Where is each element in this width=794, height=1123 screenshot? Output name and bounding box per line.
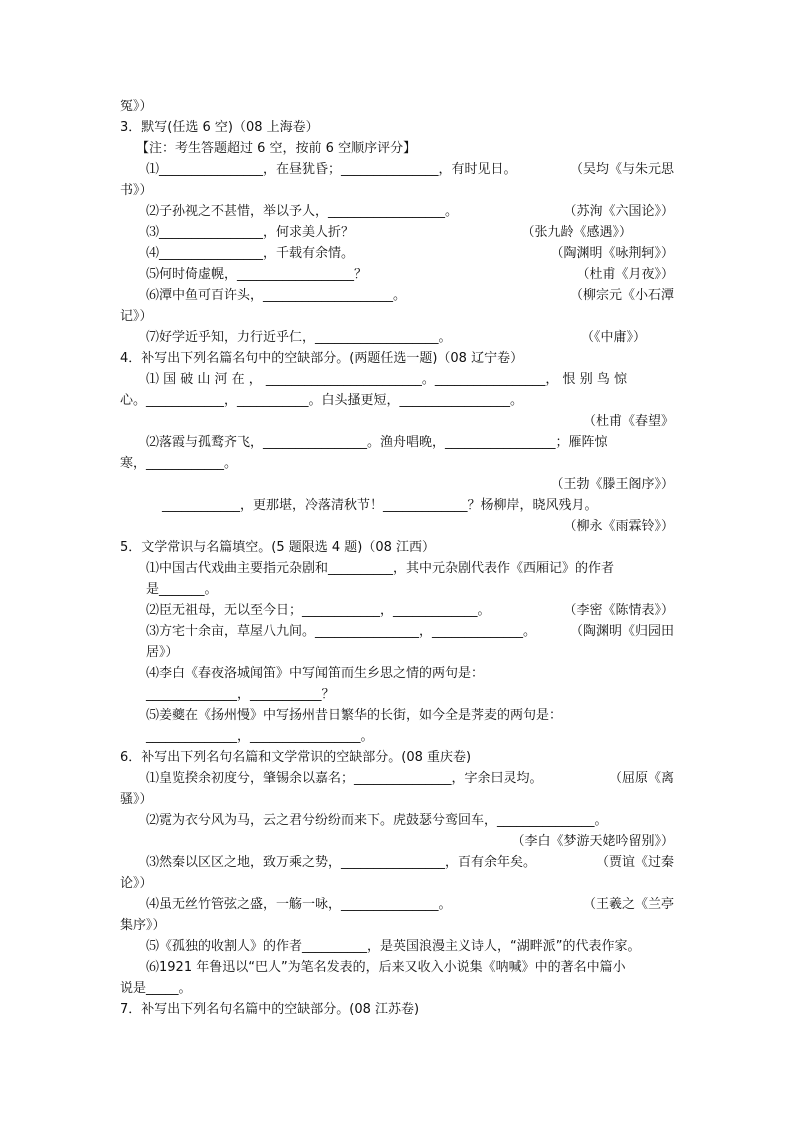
question-3-item-2: ⑵子孙视之不甚惜，举以予人，__________________。 <box>146 204 459 219</box>
source-label: （陶渊明《归园田 <box>569 624 674 639</box>
text-line: 心。____________，___________。白头搔更短，_________________。 <box>120 393 524 408</box>
question-7-heading: 7．补写出下列名句名篇中的空缺部分。(08 江苏卷) <box>120 1002 420 1017</box>
text-line: 骚》） <box>120 792 153 807</box>
question-3-heading: 3．默写(任选 6 空)（08 上海卷） <box>120 120 319 135</box>
question-3-item-6: ⑹潭中鱼可百许头，____________________。 <box>146 288 407 303</box>
text-line: 说是_____。 <box>120 981 192 996</box>
question-4-heading: 4．补写出下列名篇名句中的空缺部分。(两题任选一题)（08 辽宁卷） <box>120 351 524 366</box>
question-6-item-3: ⑶然秦以区区之地，致万乘之势，________________，百有余年矣。 <box>146 855 537 870</box>
source-label: （李密《陈情表》） <box>563 603 674 618</box>
source-label: （王羲之《兰亭 <box>582 897 674 912</box>
question-5-item-4: ⑷李白《春夜洛城闻笛》中写闻笛而生乡思之情的两句是： <box>146 666 485 681</box>
question-3-item-3: ⑶________________，何求美人折？ <box>146 225 355 240</box>
source-label: （李白《梦游天姥吟留别》） <box>511 834 674 849</box>
question-3-item-7: ⑺好学近乎知，力行近乎仁，___________________。 <box>146 330 452 345</box>
source-label: （张九龄《感遇》） <box>521 225 632 240</box>
text-line: 记》） <box>120 309 153 324</box>
source-label: （苏洵《六国论》） <box>563 204 674 219</box>
text-line: ______________，_________________。 <box>146 729 374 744</box>
question-5-heading: 5．文学常识与名篇填空。(5 题限选 4 题)（08 江西） <box>120 540 436 555</box>
question-5-item-3: ⑶方宅十余亩，草屋八九间。________________，______________。 <box>146 624 537 639</box>
source-label: （柳宗元《小石潭 <box>569 288 674 303</box>
text-line: 书》） <box>120 183 153 198</box>
source-label: （陶渊明《咏荆轲》） <box>550 246 674 261</box>
question-3-note: 【注：考生答题超过 6 空，按前 6 空顺序评分】 <box>136 141 417 156</box>
source-label: （屈原《离 <box>608 771 674 786</box>
question-3-item-4: ⑷________________，千载有余情。 <box>146 246 355 261</box>
question-6-heading: 6．补写出下列名句名篇和文学常识的空缺部分。(08 重庆卷) <box>120 750 472 765</box>
text-line: 居》） <box>146 645 179 660</box>
source-label: （贾谊《过秦 <box>595 855 674 870</box>
question-6-item-2: ⑵霓为衣兮风为马，云之君兮纷纷而来下。虎鼓瑟兮鸾回车，_______________。 <box>146 813 608 828</box>
source-label: （《中庸》） <box>580 330 646 345</box>
question-4-item-1: ⑴ 国 破 山 河 在 ， ________________________。_________________， 恨 别 鸟 惊 <box>146 372 627 387</box>
source-label: （杜甫《春望》 <box>582 414 674 429</box>
question-6-item-6: ⑹1921 年鲁迅以“巴人”为笔名发表的，后来又收入小说集《呐喊》中的著名中篇小 <box>146 960 626 975</box>
text-line: 集序》） <box>120 918 166 933</box>
question-3-item-5: ⑸何时倚虚幌，__________________？ <box>146 267 368 282</box>
question-6-item-4: ⑷虽无丝竹管弦之盛，一觞一咏，_______________。 <box>146 897 452 912</box>
source-label: （王勃《滕王阁序》） <box>550 477 674 492</box>
question-6-item-5: ⑸《孤独的收割人》的作者__________，是英国浪漫主义诗人，“湖畔派”的代表作家。 <box>146 939 641 954</box>
source-label: （杜甫《月夜》） <box>576 267 674 282</box>
text-line: 冤》） <box>120 99 153 114</box>
text-line: ______________，___________？ <box>146 687 335 702</box>
question-6-item-1: ⑴皇览揆余初度兮，肇锡余以嘉名；_______________，字余曰灵均。 <box>146 771 543 786</box>
question-4-item-2: ⑵落霞与孤鹜齐飞，________________。渔舟唱晚，_________________；雁阵惊 <box>146 435 608 450</box>
source-label: （柳永《雨霖铃》） <box>563 519 674 534</box>
question-4-item-3: ____________，更那堪，冷落清秋节！_____________？杨柳岸，晓风残月。 <box>162 498 598 513</box>
text-line: 是_______。 <box>146 582 218 597</box>
question-3-item-1: ⑴________________，在昼犹昏；_______________，有时见日。 <box>146 162 517 177</box>
question-5-item-1: ⑴中国古代戏曲主要指元杂剧和__________，其中元杂剧代表作《西厢记》的作者 <box>146 561 615 576</box>
question-5-item-5: ⑸姜夔在《扬州慢》中写扬州昔日繁华的长街，如今全是荠麦的两句是： <box>146 708 563 723</box>
text-line: 论》） <box>120 876 153 891</box>
text-line: 寒，____________。 <box>120 456 238 471</box>
question-5-item-2: ⑵臣无祖母，无以至今日；____________，_____________。 <box>146 603 491 618</box>
source-label: （吴均《与朱元思 <box>569 162 674 177</box>
